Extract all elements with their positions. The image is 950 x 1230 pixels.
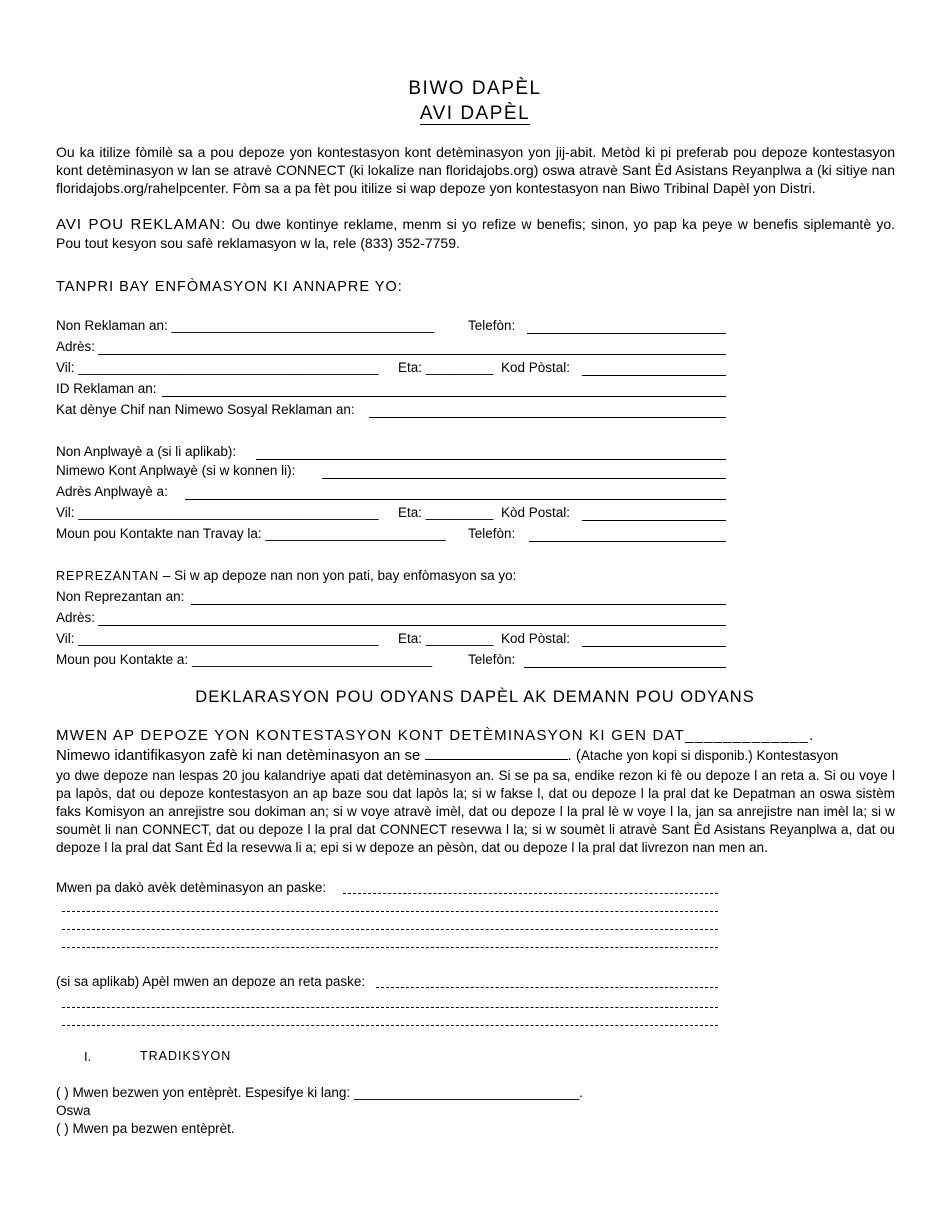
notice-title-wrap [0, 103, 950, 125]
info-heading: TANPRI BAY ENFÒMASYON KI ANNAPRE YO: [56, 279, 403, 295]
case-number-field[interactable] [425, 747, 568, 760]
claimant-notice-text: Ou dwe kontinye reklame, menm si yo refize w benefis; sinon, yo pap ka peye w benefis siplemantè yo. Pou tout kesyon sou safè reklamasyon w la, rele (833) 352-7759. [56, 216, 895, 251]
intro-paragraph: Ou ka itilize fòmilè sa a pou depoze yon kontestasyon kont detèminasyon yon jij-abit. Metòd ki pi preferab pou depoze kontestasyon kont detèminasyon w lan se atravè CONNECT (ki lokalize nan floridajobs.org) oswa atravè Sant Èd Asistans Reyanplwa a (ki sitiye nan floridajobs.org/rahelpcenter. Fòm sa a pa fèt pou itilize si wap depoze yon kontestasyon nan Biwo Tribinal Dapèl yon Distri. [56, 144, 895, 196]
employer-name-label: Non Anplwayè a (si li aplikab): [56, 444, 237, 459]
rep-zip-field[interactable] [582, 646, 726, 647]
employer-zip-label: Kòd Postal: [501, 505, 571, 520]
or-label: Oswa [56, 1103, 91, 1118]
rep-contact-label: Moun pou Kontakte a: ________________________________ [56, 652, 433, 667]
claimant-id-field[interactable] [162, 396, 726, 397]
claimant-zip-label: Kod Pòstal: [501, 360, 571, 375]
late-field-line-3[interactable] [62, 1025, 718, 1026]
claimant-state-label: Eta: _________ [398, 360, 494, 375]
late-field-line-2[interactable] [62, 1007, 718, 1008]
claimant-ssn-field[interactable] [369, 417, 726, 418]
rep-zip-label: Kod Pòstal: [501, 631, 571, 646]
case-number-punct: . ( [567, 747, 581, 764]
rep-address-field[interactable] [98, 625, 726, 626]
rep-name-field[interactable] [191, 604, 726, 605]
translation-heading: TRADIKSYON [140, 1049, 232, 1063]
employer-zip-field[interactable] [582, 520, 726, 521]
employer-name-field[interactable] [256, 459, 726, 460]
rep-address-label: Adrès: [56, 610, 96, 625]
interpreter-not-needed-option[interactable]: ( ) Mwen pa bezwen entèprèt. [56, 1121, 235, 1136]
claimant-notice [56, 215, 895, 252]
disagree-field-line-2[interactable] [62, 911, 718, 912]
employer-phone-field[interactable] [529, 541, 726, 542]
representative-heading-note: – Si w ap depoze nan non yon pati, bay enfòmasyon sa yo: [159, 568, 517, 583]
declaration-line1: MWEN AP DEPOZE YON KONTESTASYON KONT DETÈMINASYON KI GEN DAT_____________. [56, 727, 815, 744]
claimant-address-label: Adrès: [56, 339, 96, 354]
interpreter-needed-option[interactable]: ( ) Mwen bezwen yon entèprèt. Espesifye ki lang: ______________________________. [56, 1085, 583, 1100]
contest-word: Kontestasyon [752, 748, 839, 763]
employer-address-label: Adrès Anplwayè a: [56, 484, 168, 499]
disagree-field-line-3[interactable] [62, 929, 718, 930]
rep-name-label: Non Reprezantan an: [56, 589, 185, 604]
disagree-field-line-1[interactable] [343, 893, 718, 894]
notice-title: AVI DAPÈL [419, 103, 531, 124]
employer-city-label: Vil: ________________________________________ [56, 505, 379, 520]
claimant-ssn-label: Kat dènye Chif nan Nimewo Sosyal Reklaman an: [56, 402, 355, 417]
claimant-address-field[interactable] [98, 354, 726, 355]
claimant-notice-label: AVI POU REKLAMAN: [56, 216, 227, 233]
employer-phone-label: Telefòn: [468, 526, 516, 541]
late-appeal-label: (si sa aplikab) Apèl mwen an depoze an reta paske: [56, 974, 366, 989]
claimant-phone-label: Telefòn: [468, 318, 516, 333]
claimant-zip-field[interactable] [582, 375, 726, 376]
disagree-field-line-4[interactable] [62, 947, 718, 948]
case-number-label: Nimewo idantifikasyon zafè ki nan detèminasyon an se [56, 747, 421, 764]
late-field-line-1[interactable] [376, 987, 718, 988]
declaration-line2 [56, 747, 838, 764]
disagree-label: Mwen pa dakò avèk detèminasyon an paske: [56, 880, 327, 895]
employer-address-field[interactable] [185, 499, 726, 500]
rep-state-label: Eta: _________ [398, 631, 494, 646]
rep-phone-field[interactable] [524, 667, 726, 668]
declaration-heading: DEKLARASYON POU ODYANS DAPÈL AK DEMANN POU ODYANS [195, 688, 755, 706]
declaration-body: yo dwe depoze nan lespas 20 jou kalandriye apati dat detèminasyon an. Si se pa sa, endike rezon ki fè ou depoze l an reta a. Si ou voye l pa lapòs, dat ou depoze kontestasyon an ap baze sou dat lapòs la; si w fakse l, dat ou depoze l la pral dat ke Depatman an oswa sistèm faks Komisyon an anrejistre sou dokiman an; si w voye atravè imèl, dat ou depoze l la pral lè w voye l la, jan sa anrejistre nan imèl la; si w soumèt li nan CONNECT, dat ou depoze l la pral dat CONNECT resevwa l la; si w soumèt li atravè Sant Èd Asistans Reyanplwa a, dat ou depoze l la pral dat Sant Èd la resevwa li a; epi si w depoze an pèsòn, dat ou depoze l la pral dat livrezon nan men an. [56, 768, 895, 855]
claimant-id-label: ID Reklaman an: [56, 381, 157, 396]
representative-heading: REPREZANTAN [56, 569, 160, 583]
rep-city-label: Vil: ________________________________________ [56, 631, 379, 646]
claimant-city-label: Vil: ________________________________________ [56, 360, 379, 375]
employer-account-field[interactable] [322, 478, 726, 479]
claimant-phone-field[interactable] [527, 333, 726, 334]
employer-state-label: Eta: _________ [398, 505, 494, 520]
representative-heading-line [56, 568, 516, 583]
employer-account-label: Nimewo Kont Anplwayè (si w konnen li): [56, 463, 296, 478]
translation-number: I. [84, 1049, 92, 1064]
claimant-name-label: Non Reklaman an: ___________________________________ [56, 318, 435, 333]
attach-copy-note: Atache yon kopi si disponib.) [580, 748, 753, 763]
office-title: BIWO DAPÈL [408, 78, 542, 99]
employer-contact-label: Moun pou Kontakte nan Travay la: ________________________ [56, 526, 446, 541]
rep-phone-label: Telefòn: [468, 652, 516, 667]
